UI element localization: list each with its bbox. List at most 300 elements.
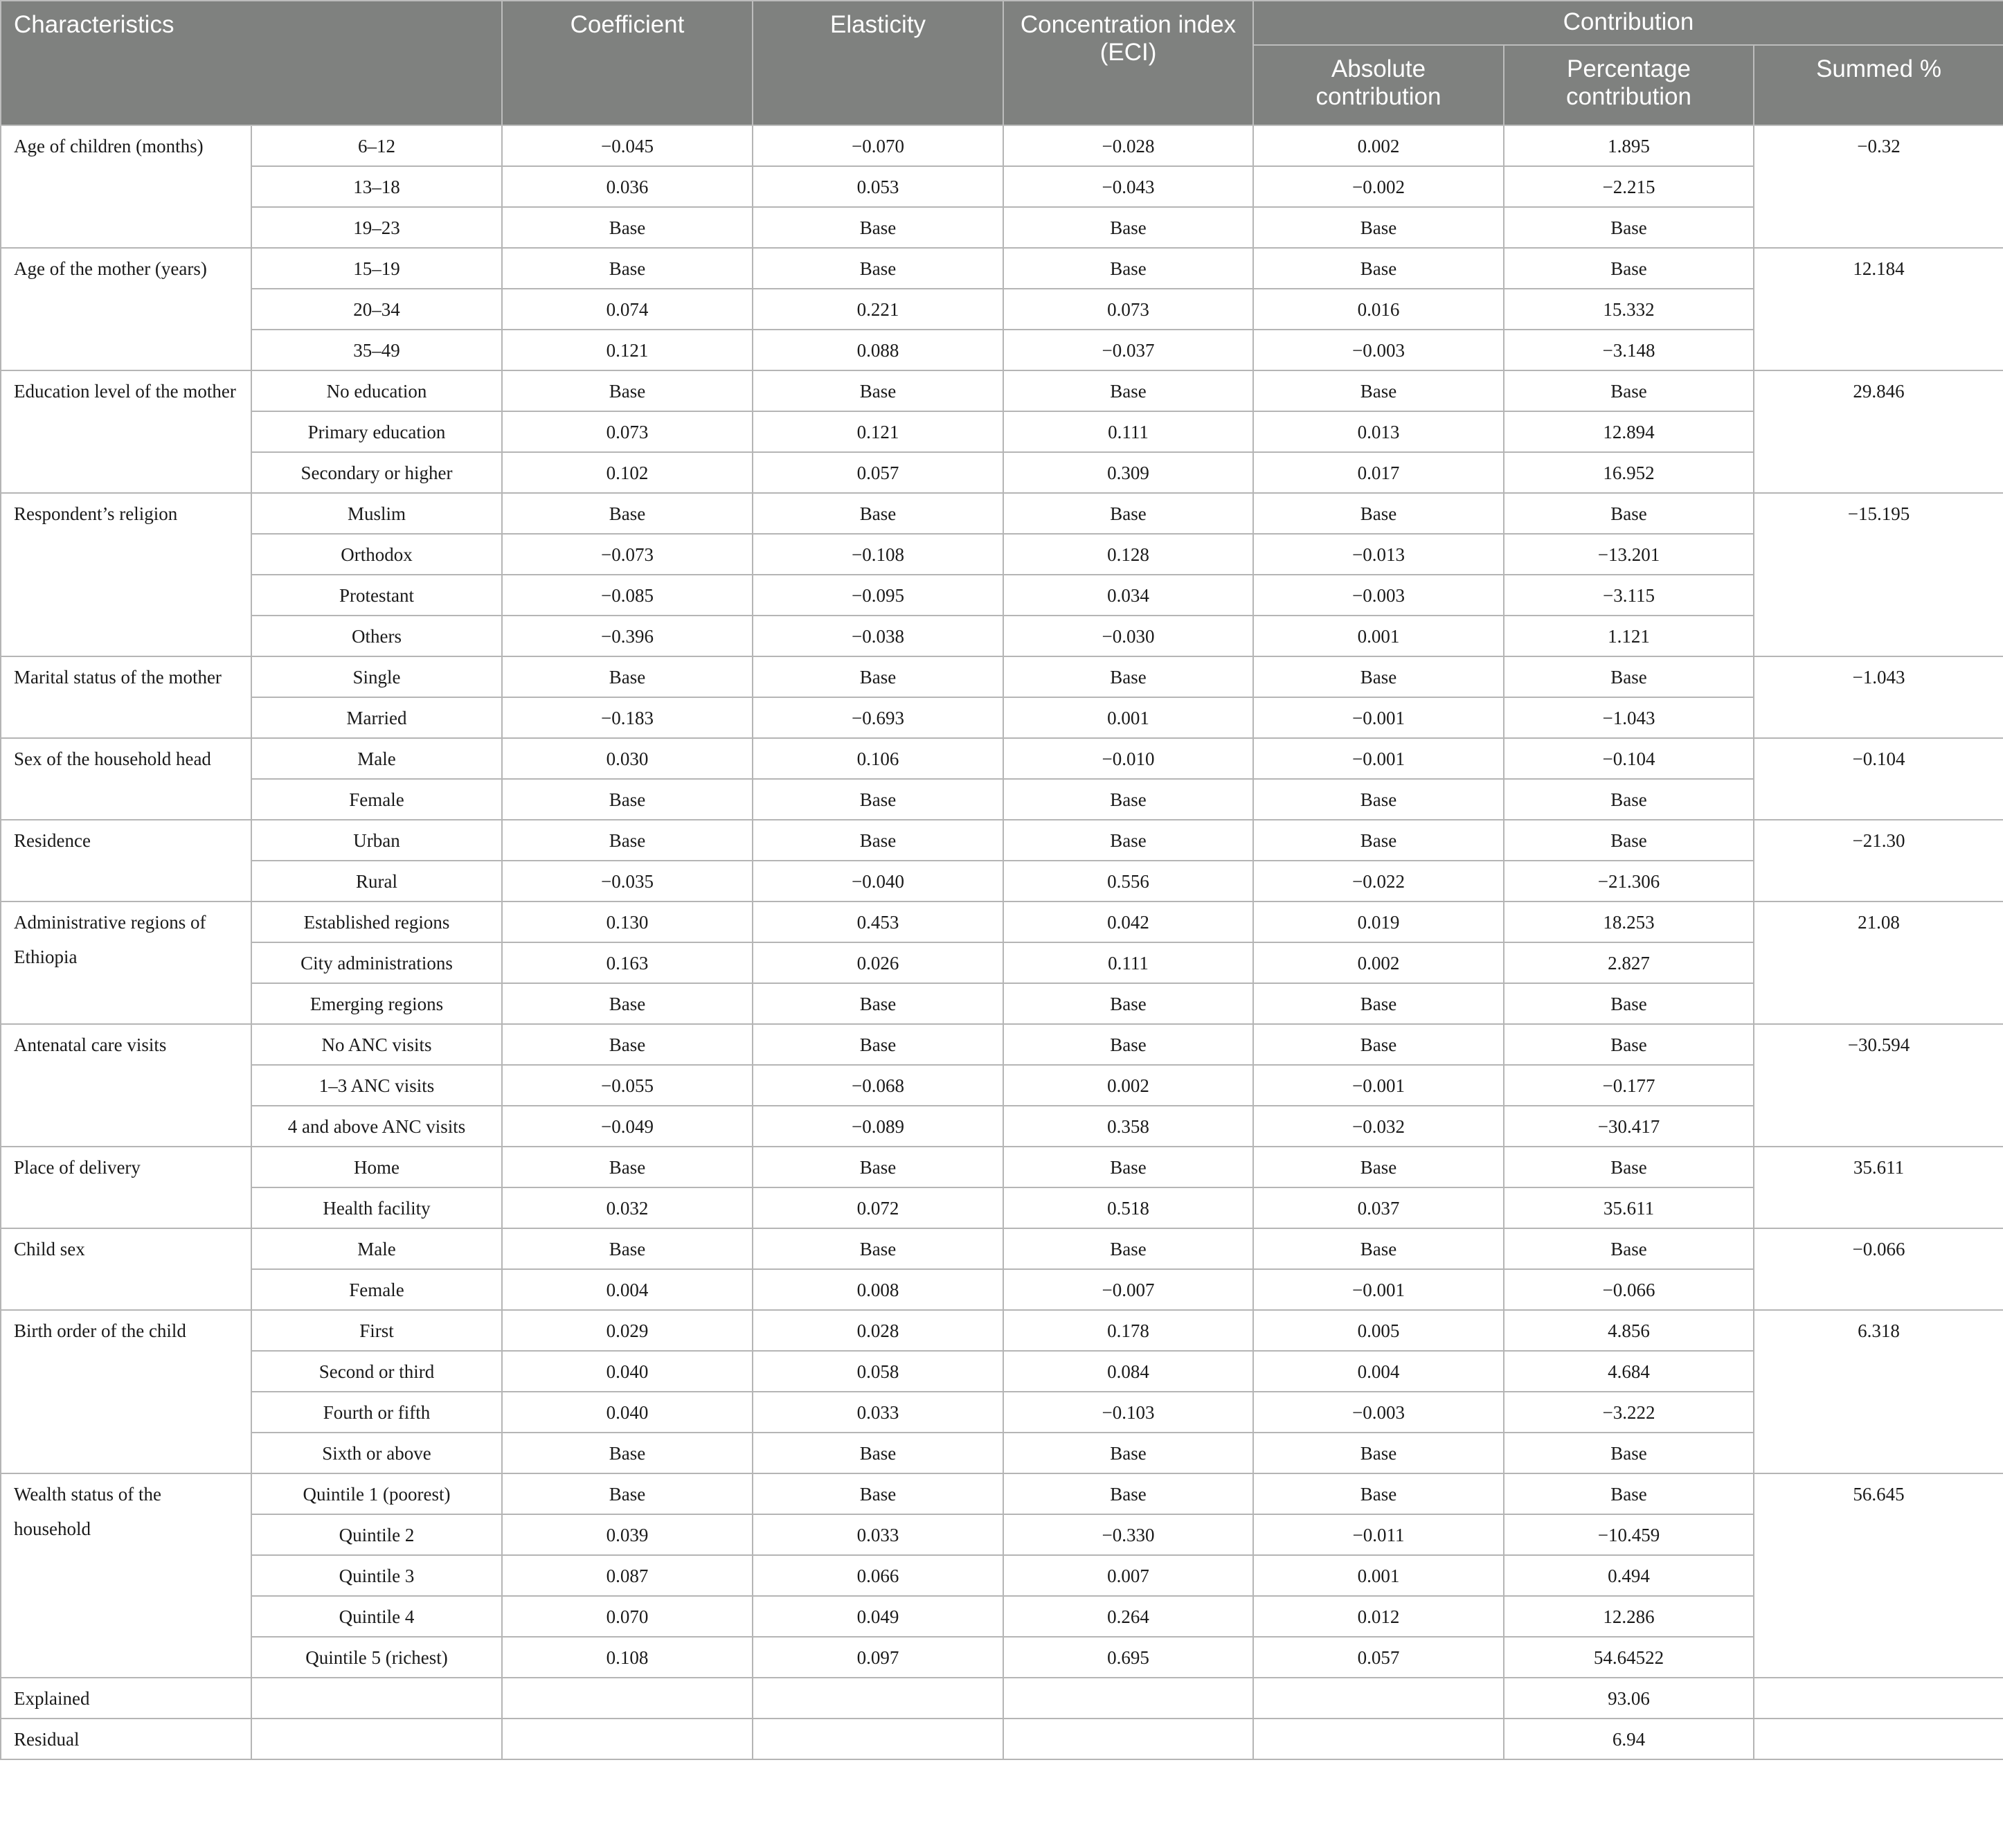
concentration-index-cell: Base [1003, 1147, 1253, 1187]
concentration-index-cell: 0.111 [1003, 411, 1253, 452]
table-row [1, 820, 2003, 861]
summary-row [1, 1678, 2003, 1719]
concentration-index-cell: −0.007 [1003, 1269, 1253, 1310]
empty-cell [251, 1719, 502, 1759]
summary-row [1, 1719, 2003, 1759]
concentration-index-cell: Base [1003, 1024, 1253, 1065]
empty-cell [1754, 1678, 2003, 1719]
characteristic-cell: Child sex [1, 1228, 251, 1310]
empty-cell [1754, 1719, 2003, 1759]
category-cell: Established regions [251, 901, 502, 942]
table-row [1, 1310, 2003, 1351]
absolute-contribution-cell: 0.016 [1253, 289, 1504, 330]
absolute-contribution-cell: Base [1253, 983, 1504, 1024]
coefficient-cell: Base [502, 779, 753, 820]
category-cell: Secondary or higher [251, 452, 502, 493]
concentration-index-cell: 0.002 [1003, 1065, 1253, 1106]
absolute-contribution-cell: −0.011 [1253, 1514, 1504, 1555]
concentration-index-cell: Base [1003, 370, 1253, 411]
percentage-contribution-cell: Base [1504, 1473, 1754, 1514]
absolute-contribution-cell: Base [1253, 656, 1504, 697]
table-row [1, 616, 2003, 656]
table-row [1, 575, 2003, 616]
concentration-index-cell: 0.518 [1003, 1187, 1253, 1228]
absolute-contribution-cell: −0.003 [1253, 1392, 1504, 1433]
table-row [1, 207, 2003, 248]
absolute-contribution-cell: Base [1253, 1473, 1504, 1514]
empty-cell [1253, 1678, 1504, 1719]
absolute-contribution-cell: −0.032 [1253, 1106, 1504, 1147]
elasticity-cell: 0.033 [753, 1514, 1003, 1555]
category-cell: Sixth or above [251, 1433, 502, 1473]
absolute-contribution-cell: 0.057 [1253, 1637, 1504, 1678]
coefficient-cell: Base [502, 1433, 753, 1473]
category-cell: Second or third [251, 1351, 502, 1392]
elasticity-cell: −0.068 [753, 1065, 1003, 1106]
elasticity-cell: 0.057 [753, 452, 1003, 493]
elasticity-cell: Base [753, 779, 1003, 820]
elasticity-cell: −0.038 [753, 616, 1003, 656]
absolute-contribution-cell: −0.002 [1253, 166, 1504, 207]
header-elasticity: Elasticity [753, 1, 1003, 125]
table-row [1, 1473, 2003, 1514]
absolute-contribution-cell: Base [1253, 1147, 1504, 1187]
empty-cell [753, 1719, 1003, 1759]
concentration-index-cell: −0.037 [1003, 330, 1253, 370]
coefficient-cell: −0.049 [502, 1106, 753, 1147]
absolute-contribution-cell: Base [1253, 248, 1504, 289]
characteristic-cell: Sex of the household head [1, 738, 251, 820]
elasticity-cell: 0.033 [753, 1392, 1003, 1433]
absolute-contribution-cell: 0.001 [1253, 1555, 1504, 1596]
percentage-contribution-cell: −0.177 [1504, 1065, 1754, 1106]
percentage-contribution-cell: Base [1504, 779, 1754, 820]
coefficient-cell: −0.045 [502, 125, 753, 166]
coefficient-cell: Base [502, 1228, 753, 1269]
summed-percent-cell: 21.08 [1754, 901, 2003, 1024]
coefficient-cell: 0.032 [502, 1187, 753, 1228]
category-cell: 19–23 [251, 207, 502, 248]
table-row [1, 248, 2003, 289]
empty-cell [251, 1678, 502, 1719]
percentage-contribution-cell: 35.611 [1504, 1187, 1754, 1228]
table-row [1, 942, 2003, 983]
category-cell: Primary education [251, 411, 502, 452]
category-cell: No ANC visits [251, 1024, 502, 1065]
elasticity-cell: Base [753, 493, 1003, 534]
coefficient-cell: Base [502, 820, 753, 861]
table-row [1, 656, 2003, 697]
elasticity-cell: 0.066 [753, 1555, 1003, 1596]
elasticity-cell: −0.070 [753, 125, 1003, 166]
coefficient-cell: 0.108 [502, 1637, 753, 1678]
percentage-contribution-cell: Base [1504, 1147, 1754, 1187]
absolute-contribution-cell: Base [1253, 820, 1504, 861]
percentage-contribution-cell: Base [1504, 207, 1754, 248]
percentage-contribution-cell: −1.043 [1504, 697, 1754, 738]
category-cell: Quintile 1 (poorest) [251, 1473, 502, 1514]
elasticity-cell: 0.026 [753, 942, 1003, 983]
summed-percent-cell: −1.043 [1754, 656, 2003, 738]
percentage-contribution-cell: 4.684 [1504, 1351, 1754, 1392]
concentration-index-cell: −0.028 [1003, 125, 1253, 166]
elasticity-cell: Base [753, 1024, 1003, 1065]
absolute-contribution-cell: 0.001 [1253, 616, 1504, 656]
concentration-index-cell: 0.264 [1003, 1596, 1253, 1637]
absolute-contribution-cell: Base [1253, 370, 1504, 411]
percentage-contribution-cell: 54.64522 [1504, 1637, 1754, 1678]
concentration-index-cell: 0.111 [1003, 942, 1253, 983]
category-cell: Health facility [251, 1187, 502, 1228]
category-cell: Orthodox [251, 534, 502, 575]
coefficient-cell: 0.004 [502, 1269, 753, 1310]
elasticity-cell: Base [753, 1433, 1003, 1473]
percentage-contribution-cell: Base [1504, 820, 1754, 861]
elasticity-cell: −0.089 [753, 1106, 1003, 1147]
concentration-index-cell: Base [1003, 248, 1253, 289]
elasticity-cell: 0.121 [753, 411, 1003, 452]
absolute-contribution-cell: 0.019 [1253, 901, 1504, 942]
absolute-contribution-cell: −0.001 [1253, 1269, 1504, 1310]
percentage-contribution-cell: −2.215 [1504, 166, 1754, 207]
concentration-index-cell: Base [1003, 656, 1253, 697]
table-row [1, 330, 2003, 370]
coefficient-cell: 0.102 [502, 452, 753, 493]
category-cell: 4 and above ANC visits [251, 1106, 502, 1147]
concentration-index-cell: −0.010 [1003, 738, 1253, 779]
table-row [1, 1269, 2003, 1310]
coefficient-cell: Base [502, 370, 753, 411]
concentration-index-cell: Base [1003, 1228, 1253, 1269]
concentration-index-cell: Base [1003, 779, 1253, 820]
coefficient-cell: 0.087 [502, 1555, 753, 1596]
table-header [1, 1, 2003, 125]
empty-cell [502, 1678, 753, 1719]
absolute-contribution-cell: 0.002 [1253, 125, 1504, 166]
table-row [1, 1433, 2003, 1473]
percentage-contribution-cell: Base [1504, 983, 1754, 1024]
absolute-contribution-cell: 0.017 [1253, 452, 1504, 493]
characteristic-cell: Birth order of the child [1, 1310, 251, 1473]
elasticity-cell: Base [753, 370, 1003, 411]
concentration-index-cell: 0.309 [1003, 452, 1253, 493]
empty-cell [1003, 1719, 1253, 1759]
concentration-index-cell: 0.034 [1003, 575, 1253, 616]
coefficient-cell: 0.039 [502, 1514, 753, 1555]
empty-cell [1003, 1678, 1253, 1719]
header-percentage-contribution: Percentage contribution [1504, 45, 1754, 125]
absolute-contribution-cell: 0.005 [1253, 1310, 1504, 1351]
coefficient-cell: 0.040 [502, 1351, 753, 1392]
summed-percent-cell: 12.184 [1754, 248, 2003, 370]
summed-percent-cell: −15.195 [1754, 493, 2003, 656]
percentage-contribution-cell: −0.066 [1504, 1269, 1754, 1310]
summed-percent-cell: 56.645 [1754, 1473, 2003, 1678]
concentration-index-cell: Base [1003, 207, 1253, 248]
coefficient-cell: −0.183 [502, 697, 753, 738]
summary-label: Explained [1, 1678, 251, 1719]
elasticity-cell: 0.028 [753, 1310, 1003, 1351]
percentage-contribution-cell: 12.286 [1504, 1596, 1754, 1637]
category-cell: First [251, 1310, 502, 1351]
table-row [1, 1228, 2003, 1269]
absolute-contribution-cell: 0.013 [1253, 411, 1504, 452]
table-row [1, 1351, 2003, 1392]
coefficient-cell: Base [502, 983, 753, 1024]
concentration-index-cell: Base [1003, 1433, 1253, 1473]
elasticity-cell: −0.108 [753, 534, 1003, 575]
coefficient-cell: −0.396 [502, 616, 753, 656]
percentage-contribution-cell: 0.494 [1504, 1555, 1754, 1596]
category-cell: Urban [251, 820, 502, 861]
empty-cell [753, 1678, 1003, 1719]
table-row [1, 411, 2003, 452]
table-row [1, 452, 2003, 493]
empty-cell [1253, 1719, 1504, 1759]
elasticity-cell: 0.088 [753, 330, 1003, 370]
table-row [1, 983, 2003, 1024]
concentration-index-cell: Base [1003, 1473, 1253, 1514]
category-cell: 6–12 [251, 125, 502, 166]
percentage-contribution-cell: 12.894 [1504, 411, 1754, 452]
elasticity-cell: Base [753, 983, 1003, 1024]
characteristic-cell: Age of the mother (years) [1, 248, 251, 370]
category-cell: Quintile 3 [251, 1555, 502, 1596]
table-row [1, 779, 2003, 820]
elasticity-cell: 0.072 [753, 1187, 1003, 1228]
table-row [1, 289, 2003, 330]
concentration-index-cell: 0.128 [1003, 534, 1253, 575]
table-row [1, 1024, 2003, 1065]
characteristic-cell: Education level of the mother [1, 370, 251, 493]
summary-label: Residual [1, 1719, 251, 1759]
percentage-contribution-cell: 1.121 [1504, 616, 1754, 656]
table-row [1, 1596, 2003, 1637]
summed-percent-cell: 29.846 [1754, 370, 2003, 493]
concentration-index-cell: 0.001 [1003, 697, 1253, 738]
percentage-contribution-cell: −13.201 [1504, 534, 1754, 575]
percentage-contribution-cell: 4.856 [1504, 1310, 1754, 1351]
coefficient-cell: 0.163 [502, 942, 753, 983]
elasticity-cell: Base [753, 820, 1003, 861]
characteristic-cell: Place of delivery [1, 1147, 251, 1228]
characteristic-cell: Wealth status of the household [1, 1473, 251, 1678]
category-cell: Home [251, 1147, 502, 1187]
category-cell: 15–19 [251, 248, 502, 289]
category-cell: 13–18 [251, 166, 502, 207]
elasticity-cell: 0.453 [753, 901, 1003, 942]
coefficient-cell: 0.130 [502, 901, 753, 942]
summed-percent-cell: 6.318 [1754, 1310, 2003, 1473]
category-cell: 1–3 ANC visits [251, 1065, 502, 1106]
absolute-contribution-cell: −0.003 [1253, 330, 1504, 370]
concentration-index-cell: Base [1003, 820, 1253, 861]
header-absolute-contribution: Absolute contribution [1253, 45, 1504, 125]
table-row [1, 166, 2003, 207]
table-row [1, 370, 2003, 411]
coefficient-cell: Base [502, 493, 753, 534]
absolute-contribution-cell: −0.001 [1253, 1065, 1504, 1106]
absolute-contribution-cell: −0.003 [1253, 575, 1504, 616]
absolute-contribution-cell: Base [1253, 207, 1504, 248]
percentage-contribution-cell: −3.148 [1504, 330, 1754, 370]
table-row [1, 901, 2003, 942]
elasticity-cell: 0.053 [753, 166, 1003, 207]
coefficient-cell: 0.070 [502, 1596, 753, 1637]
percentage-contribution-cell: Base [1504, 1433, 1754, 1473]
table-row [1, 1637, 2003, 1678]
percentage-contribution-cell: −3.115 [1504, 575, 1754, 616]
concentration-index-cell: 0.556 [1003, 861, 1253, 901]
percentage-contribution-cell: 16.952 [1504, 452, 1754, 493]
absolute-contribution-cell: 0.002 [1253, 942, 1504, 983]
table-row [1, 738, 2003, 779]
elasticity-cell: Base [753, 1228, 1003, 1269]
elasticity-cell: 0.058 [753, 1351, 1003, 1392]
concentration-index-cell: 0.084 [1003, 1351, 1253, 1392]
elasticity-cell: 0.008 [753, 1269, 1003, 1310]
table-row [1, 1147, 2003, 1187]
elasticity-cell: Base [753, 207, 1003, 248]
absolute-contribution-cell: Base [1253, 1024, 1504, 1065]
summed-percent-cell: −30.594 [1754, 1024, 2003, 1147]
elasticity-cell: 0.106 [753, 738, 1003, 779]
percentage-contribution-cell: Base [1504, 1024, 1754, 1065]
category-cell: Emerging regions [251, 983, 502, 1024]
concentration-index-cell: 0.073 [1003, 289, 1253, 330]
concentration-index-cell: 0.007 [1003, 1555, 1253, 1596]
header-characteristics: Characteristics [1, 1, 502, 125]
elasticity-cell: −0.095 [753, 575, 1003, 616]
elasticity-cell: Base [753, 248, 1003, 289]
characteristic-cell: Antenatal care visits [1, 1024, 251, 1147]
header-concentration-index: Concentration index (ECI) [1003, 1, 1253, 125]
table-row [1, 1106, 2003, 1147]
table-row [1, 1392, 2003, 1433]
summary-percentage: 6.94 [1504, 1719, 1754, 1759]
percentage-contribution-cell: 15.332 [1504, 289, 1754, 330]
coefficient-cell: Base [502, 1147, 753, 1187]
table-row [1, 493, 2003, 534]
percentage-contribution-cell: 2.827 [1504, 942, 1754, 983]
percentage-contribution-cell: −30.417 [1504, 1106, 1754, 1147]
elasticity-cell: 0.097 [753, 1637, 1003, 1678]
coefficient-cell: −0.085 [502, 575, 753, 616]
coefficient-cell: 0.036 [502, 166, 753, 207]
header-coefficient: Coefficient [502, 1, 753, 125]
absolute-contribution-cell: −0.013 [1253, 534, 1504, 575]
concentration-index-cell: 0.695 [1003, 1637, 1253, 1678]
absolute-contribution-cell: Base [1253, 1433, 1504, 1473]
category-cell: Quintile 2 [251, 1514, 502, 1555]
concentration-index-cell: Base [1003, 493, 1253, 534]
concentration-index-cell: −0.103 [1003, 1392, 1253, 1433]
category-cell: Male [251, 738, 502, 779]
concentration-index-cell: Base [1003, 983, 1253, 1024]
category-cell: Male [251, 1228, 502, 1269]
header-contribution: Contribution [1253, 1, 2003, 45]
table-row [1, 1514, 2003, 1555]
concentration-index-cell: −0.030 [1003, 616, 1253, 656]
percentage-contribution-cell: Base [1504, 493, 1754, 534]
category-cell: Married [251, 697, 502, 738]
table-row [1, 1065, 2003, 1106]
percentage-contribution-cell: −21.306 [1504, 861, 1754, 901]
absolute-contribution-cell: −0.001 [1253, 738, 1504, 779]
table-row [1, 125, 2003, 166]
percentage-contribution-cell: Base [1504, 370, 1754, 411]
category-cell: Female [251, 1269, 502, 1310]
category-cell: Fourth or fifth [251, 1392, 502, 1433]
coefficient-cell: Base [502, 1473, 753, 1514]
concentration-index-cell: 0.042 [1003, 901, 1253, 942]
characteristic-cell: Residence [1, 820, 251, 901]
coefficient-cell: 0.030 [502, 738, 753, 779]
coefficient-cell: −0.035 [502, 861, 753, 901]
coefficient-cell: 0.073 [502, 411, 753, 452]
coefficient-cell: −0.055 [502, 1065, 753, 1106]
concentration-index-cell: −0.043 [1003, 166, 1253, 207]
concentration-index-cell: 0.178 [1003, 1310, 1253, 1351]
elasticity-cell: 0.221 [753, 289, 1003, 330]
absolute-contribution-cell: Base [1253, 1228, 1504, 1269]
table-body [1, 125, 2003, 1759]
absolute-contribution-cell: Base [1253, 779, 1504, 820]
percentage-contribution-cell: 1.895 [1504, 125, 1754, 166]
percentage-contribution-cell: Base [1504, 248, 1754, 289]
coefficient-cell: 0.040 [502, 1392, 753, 1433]
category-cell: Quintile 4 [251, 1596, 502, 1637]
percentage-contribution-cell: Base [1504, 1228, 1754, 1269]
category-cell: 20–34 [251, 289, 502, 330]
elasticity-cell: Base [753, 1473, 1003, 1514]
coefficient-cell: Base [502, 1024, 753, 1065]
category-cell: 35–49 [251, 330, 502, 370]
summary-percentage: 93.06 [1504, 1678, 1754, 1719]
coefficient-cell: Base [502, 656, 753, 697]
elasticity-cell: Base [753, 656, 1003, 697]
concentration-index-cell: 0.358 [1003, 1106, 1253, 1147]
summed-percent-cell: −0.104 [1754, 738, 2003, 820]
coefficient-cell: 0.074 [502, 289, 753, 330]
percentage-contribution-cell: −10.459 [1504, 1514, 1754, 1555]
characteristic-cell: Age of children (months) [1, 125, 251, 248]
summed-percent-cell: −0.32 [1754, 125, 2003, 248]
coefficient-cell: 0.121 [502, 330, 753, 370]
percentage-contribution-cell: Base [1504, 656, 1754, 697]
percentage-contribution-cell: −3.222 [1504, 1392, 1754, 1433]
summed-percent-cell: 35.611 [1754, 1147, 2003, 1228]
elasticity-cell: −0.693 [753, 697, 1003, 738]
category-cell: Muslim [251, 493, 502, 534]
absolute-contribution-cell: −0.022 [1253, 861, 1504, 901]
absolute-contribution-cell: 0.004 [1253, 1351, 1504, 1392]
category-cell: Female [251, 779, 502, 820]
percentage-contribution-cell: −0.104 [1504, 738, 1754, 779]
absolute-contribution-cell: 0.037 [1253, 1187, 1504, 1228]
coefficient-cell: Base [502, 207, 753, 248]
empty-cell [502, 1719, 753, 1759]
absolute-contribution-cell: −0.001 [1253, 697, 1504, 738]
category-cell: No education [251, 370, 502, 411]
characteristic-cell: Marital status of the mother [1, 656, 251, 738]
coefficient-cell: Base [502, 248, 753, 289]
absolute-contribution-cell: Base [1253, 493, 1504, 534]
percentage-contribution-cell: 18.253 [1504, 901, 1754, 942]
characteristic-cell: Respondent’s religion [1, 493, 251, 656]
concentration-index-cell: −0.330 [1003, 1514, 1253, 1555]
category-cell: Rural [251, 861, 502, 901]
